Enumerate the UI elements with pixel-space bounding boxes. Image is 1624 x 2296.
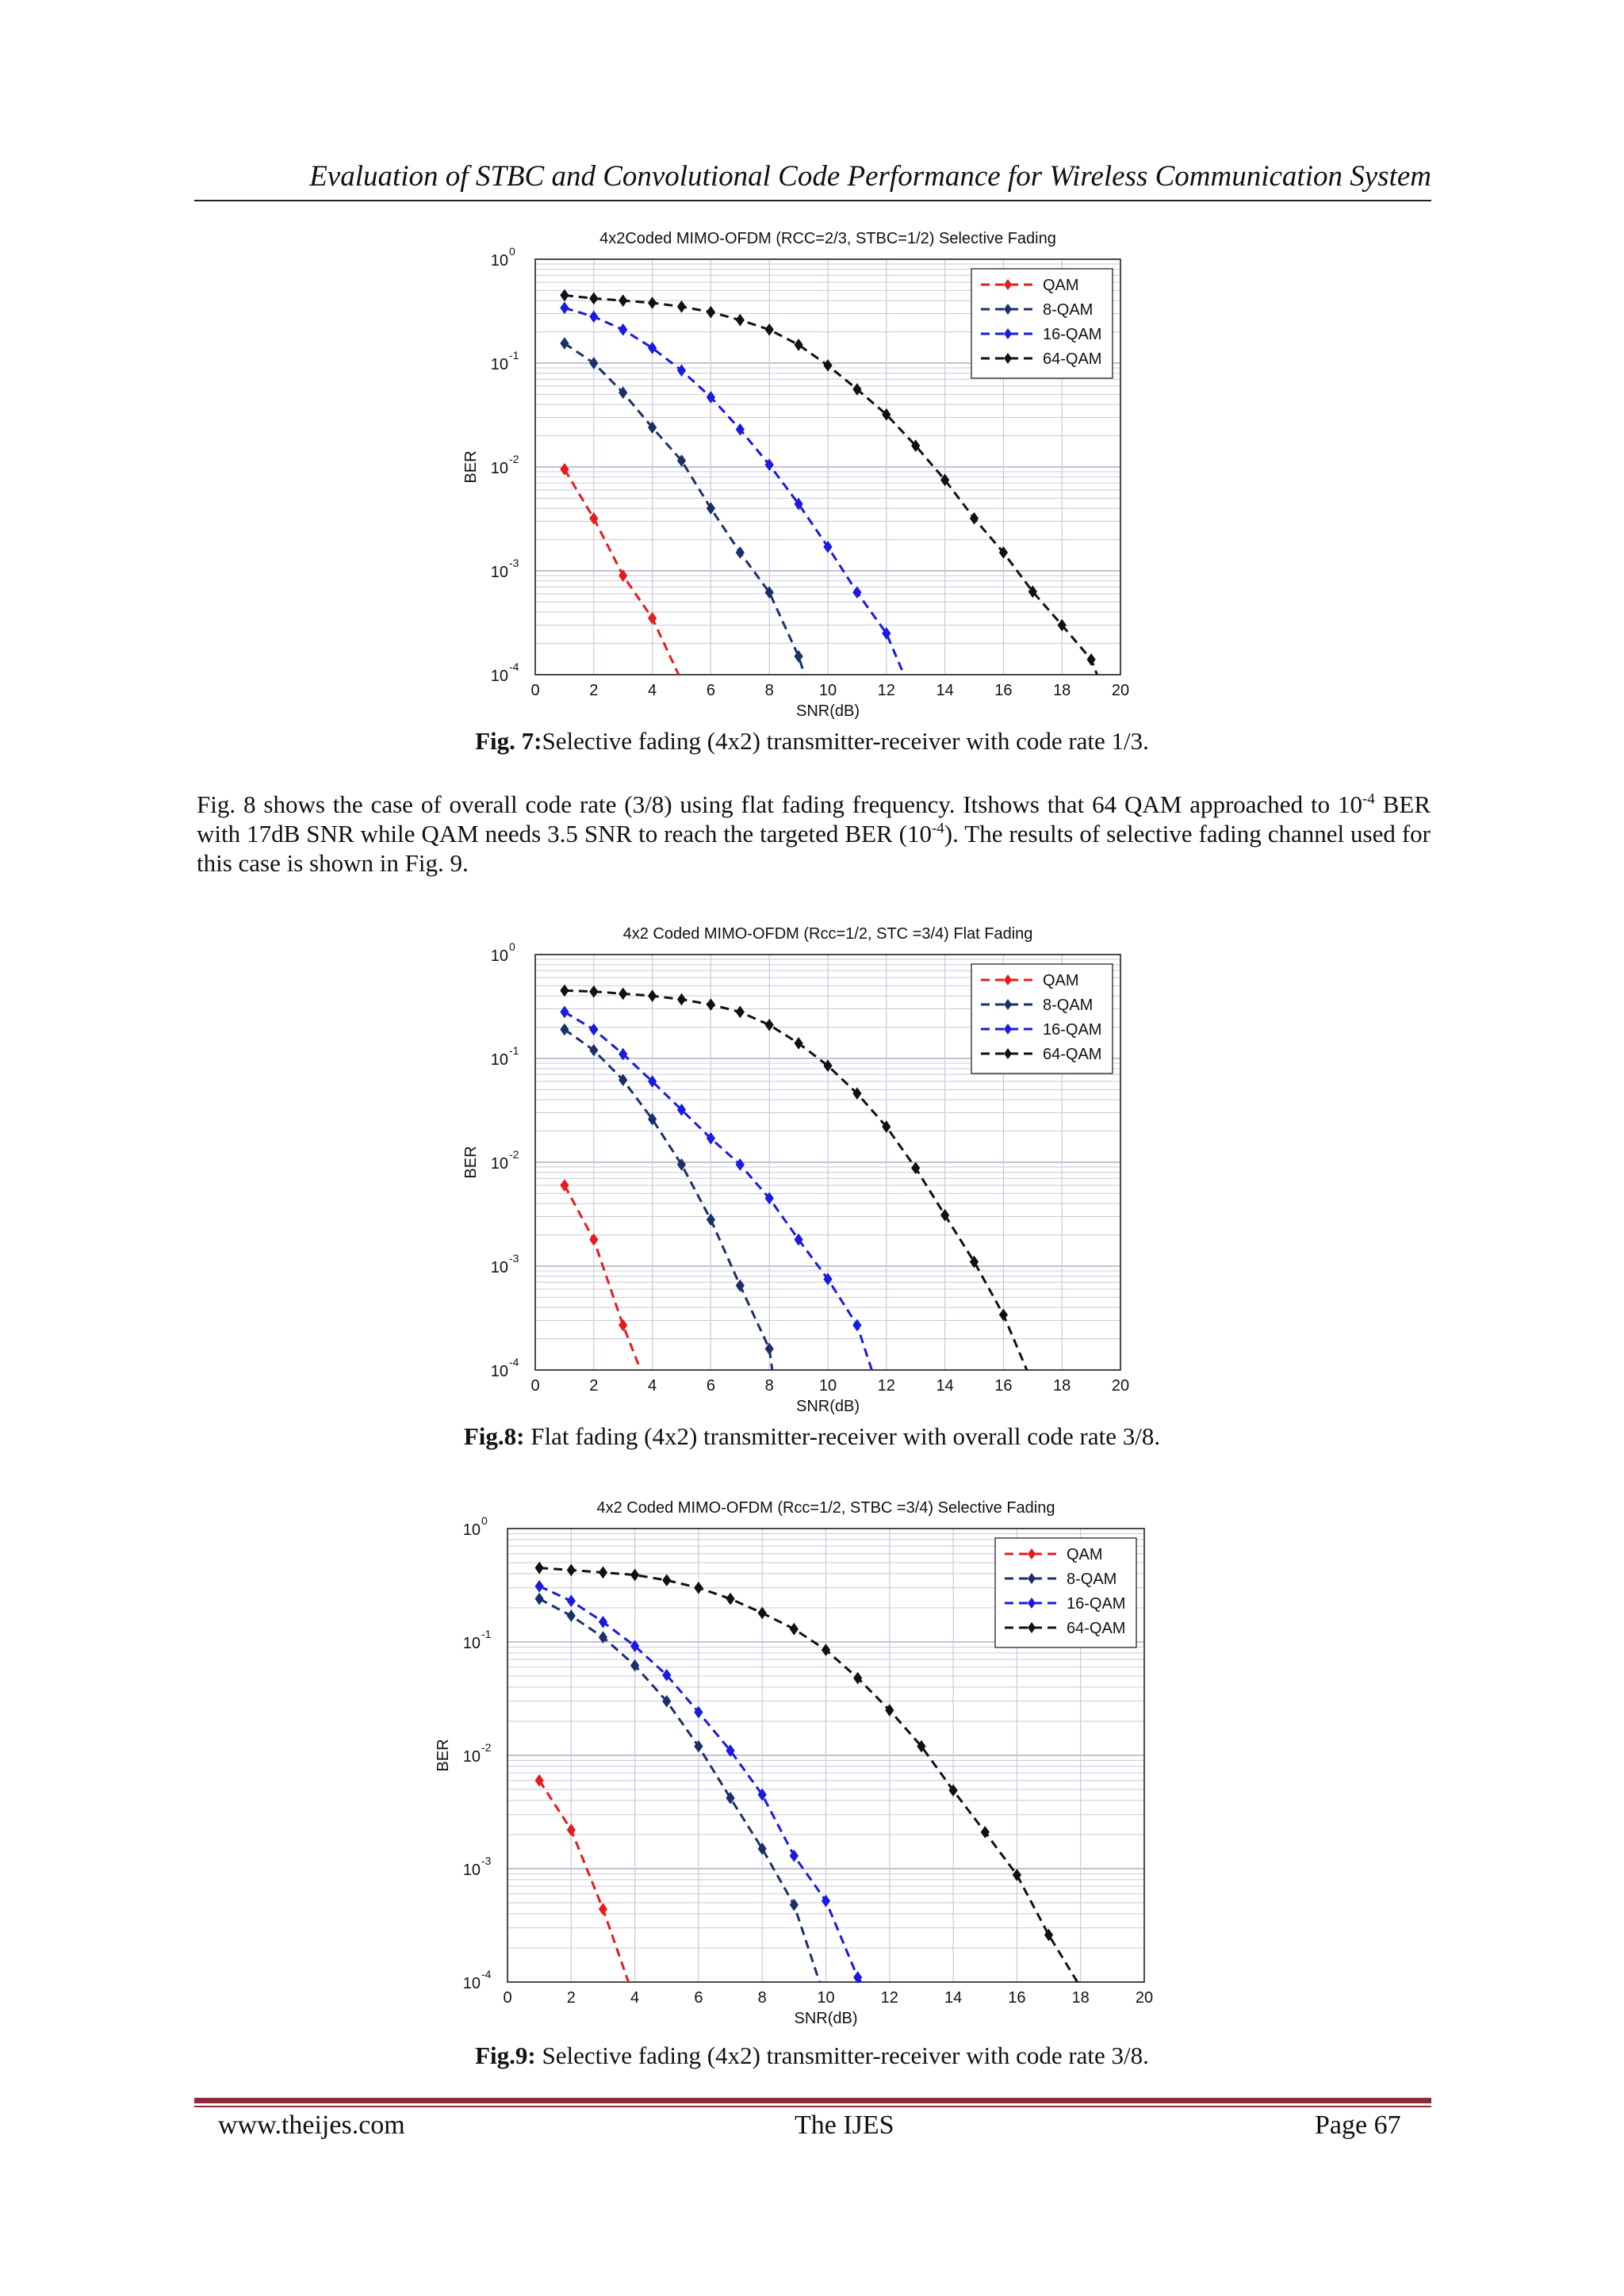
- y-tick-exponent: -3: [509, 557, 519, 569]
- data-point: [619, 324, 627, 335]
- y-tick-exponent: -1: [509, 1044, 519, 1057]
- data-point: [795, 339, 802, 350]
- x-tick-label: 0: [530, 1377, 540, 1395]
- legend: [971, 964, 1113, 1073]
- figure-8-caption: [0, 1422, 1624, 1451]
- data-point: [567, 1595, 575, 1606]
- x-tick-label: 16: [994, 682, 1013, 699]
- data-point: [663, 1575, 671, 1586]
- x-axis-label: SNR(dB): [794, 2010, 858, 2027]
- x-tick-label: 18: [1071, 1989, 1090, 2007]
- x-tick-label: 2: [589, 1377, 599, 1395]
- data-point: [649, 990, 657, 1001]
- x-axis-label: SNR(dB): [795, 702, 860, 720]
- y-tick-exponent: 0: [509, 940, 515, 953]
- y-tick-base: 10: [490, 1259, 508, 1276]
- data-point: [1087, 654, 1095, 665]
- footer-page-number: Page 67: [1315, 2110, 1401, 2140]
- data-point: [824, 1060, 832, 1071]
- footer-rule-thick: [194, 2098, 1431, 2103]
- y-tick-exponent: -4: [481, 1968, 492, 1980]
- data-point: [561, 338, 569, 349]
- data-point: [561, 302, 569, 313]
- data-point: [590, 1045, 598, 1056]
- data-point: [561, 1024, 569, 1035]
- series-qam: [561, 1180, 641, 1370]
- y-tick-base: 10: [490, 1051, 508, 1069]
- footer-rule-thin: [194, 2106, 1431, 2107]
- x-tick-label: 8: [764, 1377, 774, 1395]
- y-tick-base: 10: [490, 460, 508, 477]
- y-tick-label: [491, 1148, 519, 1173]
- legend-label-16-qam: 16-QAM: [1043, 326, 1102, 343]
- x-tick-label: 14: [936, 1377, 954, 1395]
- data-point: [736, 315, 744, 326]
- y-axis-label: BER: [462, 1146, 480, 1179]
- x-tick-label: 2: [566, 1989, 576, 2007]
- y-tick-label: [463, 1514, 488, 1539]
- x-tick-label: 12: [877, 682, 895, 699]
- series-line-qam: [565, 1185, 641, 1370]
- data-point: [590, 1234, 598, 1246]
- figure-8-chart: [444, 909, 1158, 1425]
- y-tick-base: 10: [490, 947, 508, 965]
- legend-label-8-qam: 8-QAM: [1067, 1571, 1117, 1588]
- x-tick-label: 20: [1111, 682, 1130, 699]
- x-tick-label: 0: [530, 682, 540, 699]
- x-tick-label: 4: [648, 682, 657, 699]
- x-tick-label: 16: [994, 1377, 1013, 1395]
- x-tick-label: 10: [818, 682, 837, 699]
- x-tick-label: 8: [764, 682, 774, 699]
- figure-8-text: Flat fading (4x2) transmitter-receiver with overall code rate 3/8.: [524, 1422, 1161, 1450]
- data-point: [599, 1904, 607, 1915]
- series-line-8-qam: [565, 1029, 772, 1370]
- y-tick-label: [491, 940, 515, 965]
- figure-9-label: Fig.9:: [475, 2042, 536, 2069]
- y-tick-label: [491, 660, 519, 685]
- y-tick-base: 10: [490, 1363, 508, 1380]
- data-point: [619, 295, 627, 306]
- y-tick-exponent: -3: [509, 1252, 519, 1265]
- body-paragraph: [197, 790, 1431, 878]
- y-tick-base: 10: [490, 252, 508, 270]
- y-tick-base: 10: [462, 1862, 481, 1879]
- x-tick-label: 20: [1135, 1989, 1154, 2007]
- legend-label-qam: QAM: [1043, 277, 1079, 294]
- data-point: [678, 301, 686, 312]
- data-point: [599, 1617, 607, 1628]
- y-tick-exponent: -3: [481, 1854, 492, 1867]
- series-line-16-qam: [539, 1586, 861, 1982]
- data-point: [707, 307, 714, 318]
- data-point: [707, 999, 714, 1010]
- data-point: [765, 324, 773, 335]
- legend-label-64-qam: 64-QAM: [1043, 350, 1102, 368]
- data-point: [631, 1569, 639, 1580]
- data-point: [561, 985, 569, 996]
- y-tick-label: [491, 453, 519, 477]
- x-tick-label: 8: [757, 1989, 767, 2007]
- data-point: [649, 297, 657, 308]
- data-point: [535, 1581, 543, 1592]
- data-point: [590, 358, 598, 369]
- data-point: [599, 1567, 607, 1578]
- x-tick-label: 4: [630, 1989, 640, 2007]
- data-point: [790, 1624, 798, 1635]
- data-point: [590, 293, 598, 304]
- series-8-qam: [561, 1024, 773, 1370]
- x-tick-label: 12: [877, 1377, 895, 1395]
- data-point: [695, 1582, 703, 1594]
- legend-label-8-qam: 8-QAM: [1043, 997, 1094, 1014]
- x-tick-label: 12: [880, 1989, 898, 2007]
- para-part-1: Fig. 8 shows the case of overall code rate (3/8) using flat fading frequency. Itshows that 64 QAM approached to 10: [197, 790, 1362, 818]
- y-tick-base: 10: [490, 1155, 508, 1173]
- data-point: [736, 1006, 744, 1017]
- legend-label-64-qam: 64-QAM: [1067, 1620, 1126, 1637]
- y-tick-exponent: -2: [481, 1741, 492, 1754]
- y-tick-exponent: -1: [509, 349, 519, 362]
- figure-9-chart: [416, 1483, 1178, 2045]
- series-8-qam: [561, 338, 805, 675]
- y-tick-exponent: -4: [509, 1356, 519, 1368]
- x-tick-label: 18: [1053, 682, 1071, 699]
- series-64-qam: [561, 985, 1027, 1370]
- chart-title: 4x2 Coded MIMO-OFDM (Rcc=1/2, STC =3/4) Flat Fading: [622, 925, 1033, 943]
- data-point: [853, 587, 861, 598]
- series-16-qam: [561, 1006, 871, 1370]
- x-tick-label: 18: [1053, 1377, 1071, 1395]
- legend-label-64-qam: 64-QAM: [1043, 1046, 1102, 1063]
- y-tick-base: 10: [462, 1975, 481, 1992]
- y-tick-base: 10: [462, 1748, 481, 1766]
- x-tick-label: 2: [589, 682, 599, 699]
- y-tick-label: [491, 1356, 519, 1380]
- x-tick-label: 4: [648, 1377, 657, 1395]
- figure-7-caption: [0, 727, 1624, 756]
- data-point: [726, 1594, 734, 1605]
- data-point: [736, 547, 744, 558]
- data-point: [619, 988, 627, 999]
- x-tick-label: 20: [1111, 1377, 1130, 1395]
- data-point: [619, 1319, 627, 1330]
- chart-title: 4x2 Coded MIMO-OFDM (Rcc=1/2, STBC =3/4) Selective Fading: [596, 1499, 1055, 1517]
- x-tick-label: 14: [936, 682, 954, 699]
- series-16-qam: [561, 302, 904, 675]
- footer-website: www.theijes.com: [218, 2110, 405, 2140]
- y-tick-label: [491, 1044, 519, 1069]
- data-point: [590, 1024, 598, 1035]
- y-tick-label: [491, 245, 515, 270]
- series-line-qam: [539, 1781, 628, 1982]
- data-point: [678, 365, 686, 376]
- data-point: [853, 1319, 861, 1330]
- y-tick-base: 10: [462, 1635, 481, 1652]
- series-qam: [535, 1775, 628, 1982]
- y-tick-exponent: -1: [481, 1628, 492, 1640]
- legend-label-16-qam: 16-QAM: [1067, 1595, 1126, 1613]
- figure-9-text: Selective fading (4x2) transmitter-receiver with code rate 3/8.: [535, 2042, 1149, 2069]
- data-point: [535, 1594, 543, 1605]
- data-point: [535, 1563, 543, 1574]
- figure-7-label: Fig. 7:: [475, 727, 542, 755]
- y-tick-base: 10: [490, 564, 508, 581]
- figure-9-caption: [0, 2042, 1624, 2070]
- y-axis-label: BER: [462, 450, 480, 484]
- series-8-qam: [535, 1594, 819, 1982]
- x-axis-label: SNR(dB): [795, 1398, 860, 1415]
- para-sup-2: -4: [931, 820, 944, 837]
- para-sup-1: -4: [1362, 790, 1375, 808]
- x-tick-label: 10: [817, 1989, 835, 2007]
- y-tick-label: [463, 1628, 492, 1652]
- data-point: [971, 513, 979, 524]
- data-point: [561, 1006, 569, 1017]
- y-tick-label: [491, 1252, 519, 1276]
- y-tick-exponent: 0: [481, 1514, 488, 1527]
- data-point: [649, 342, 657, 354]
- figure-7-chart: [444, 214, 1158, 729]
- x-tick-label: 6: [694, 1989, 703, 2007]
- figure-8-label: Fig.8:: [463, 1422, 525, 1450]
- data-point: [765, 1343, 773, 1354]
- y-tick-base: 10: [462, 1521, 481, 1539]
- x-tick-label: 6: [706, 682, 715, 699]
- para-part-2: BER with 17dB SNR while QAM needs 3.5 SNR to reach the targeted BER (10: [197, 790, 1431, 848]
- data-point: [567, 1610, 575, 1621]
- y-tick-base: 10: [490, 356, 508, 373]
- y-tick-exponent: -4: [509, 660, 519, 673]
- legend-label-16-qam: 16-QAM: [1043, 1021, 1102, 1039]
- series-line-64-qam: [565, 990, 1027, 1370]
- series-line-8-qam: [539, 1599, 819, 1982]
- x-tick-label: 16: [1008, 1989, 1026, 2007]
- y-tick-exponent: -2: [509, 453, 519, 465]
- footer-journal: The IJES: [795, 2110, 894, 2140]
- running-header-title: Evaluation of STBC and Convolutional Code Performance for Wireless Communication System: [309, 160, 1431, 193]
- data-point: [795, 1038, 802, 1049]
- figure-7-text: Selective fading (4x2) transmitter-receiver with code rate 1/3.: [542, 727, 1149, 755]
- running-header: [194, 152, 1431, 201]
- x-tick-label: 6: [706, 1377, 715, 1395]
- data-point: [561, 289, 569, 300]
- legend: [971, 269, 1113, 378]
- data-point: [824, 360, 832, 371]
- legend: [995, 1538, 1136, 1647]
- y-tick-exponent: -2: [509, 1148, 519, 1161]
- y-tick-label: [463, 1854, 492, 1879]
- y-tick-base: 10: [490, 668, 508, 685]
- data-point: [765, 1020, 773, 1031]
- y-axis-label: BER: [435, 1739, 452, 1772]
- x-tick-label: 0: [503, 1989, 512, 2007]
- y-tick-exponent: 0: [509, 245, 515, 258]
- y-tick-label: [463, 1968, 492, 1992]
- x-tick-label: 10: [818, 1377, 837, 1395]
- legend-label-qam: QAM: [1067, 1546, 1103, 1563]
- chart-title: 4x2Coded MIMO-OFDM (RCC=2/3, STBC=1/2) Selective Fading: [599, 230, 1056, 247]
- legend-label-8-qam: 8-QAM: [1043, 301, 1094, 319]
- data-point: [590, 311, 598, 322]
- x-tick-label: 14: [944, 1989, 963, 2007]
- y-tick-label: [463, 1741, 492, 1766]
- data-point: [758, 1607, 766, 1618]
- legend-label-qam: QAM: [1043, 972, 1079, 989]
- y-tick-label: [491, 557, 519, 581]
- y-tick-label: [491, 349, 519, 373]
- data-point: [590, 986, 598, 997]
- para-part-3: ). The results of selective fading channel used for this case is shown in Fig. 9.: [197, 820, 1431, 877]
